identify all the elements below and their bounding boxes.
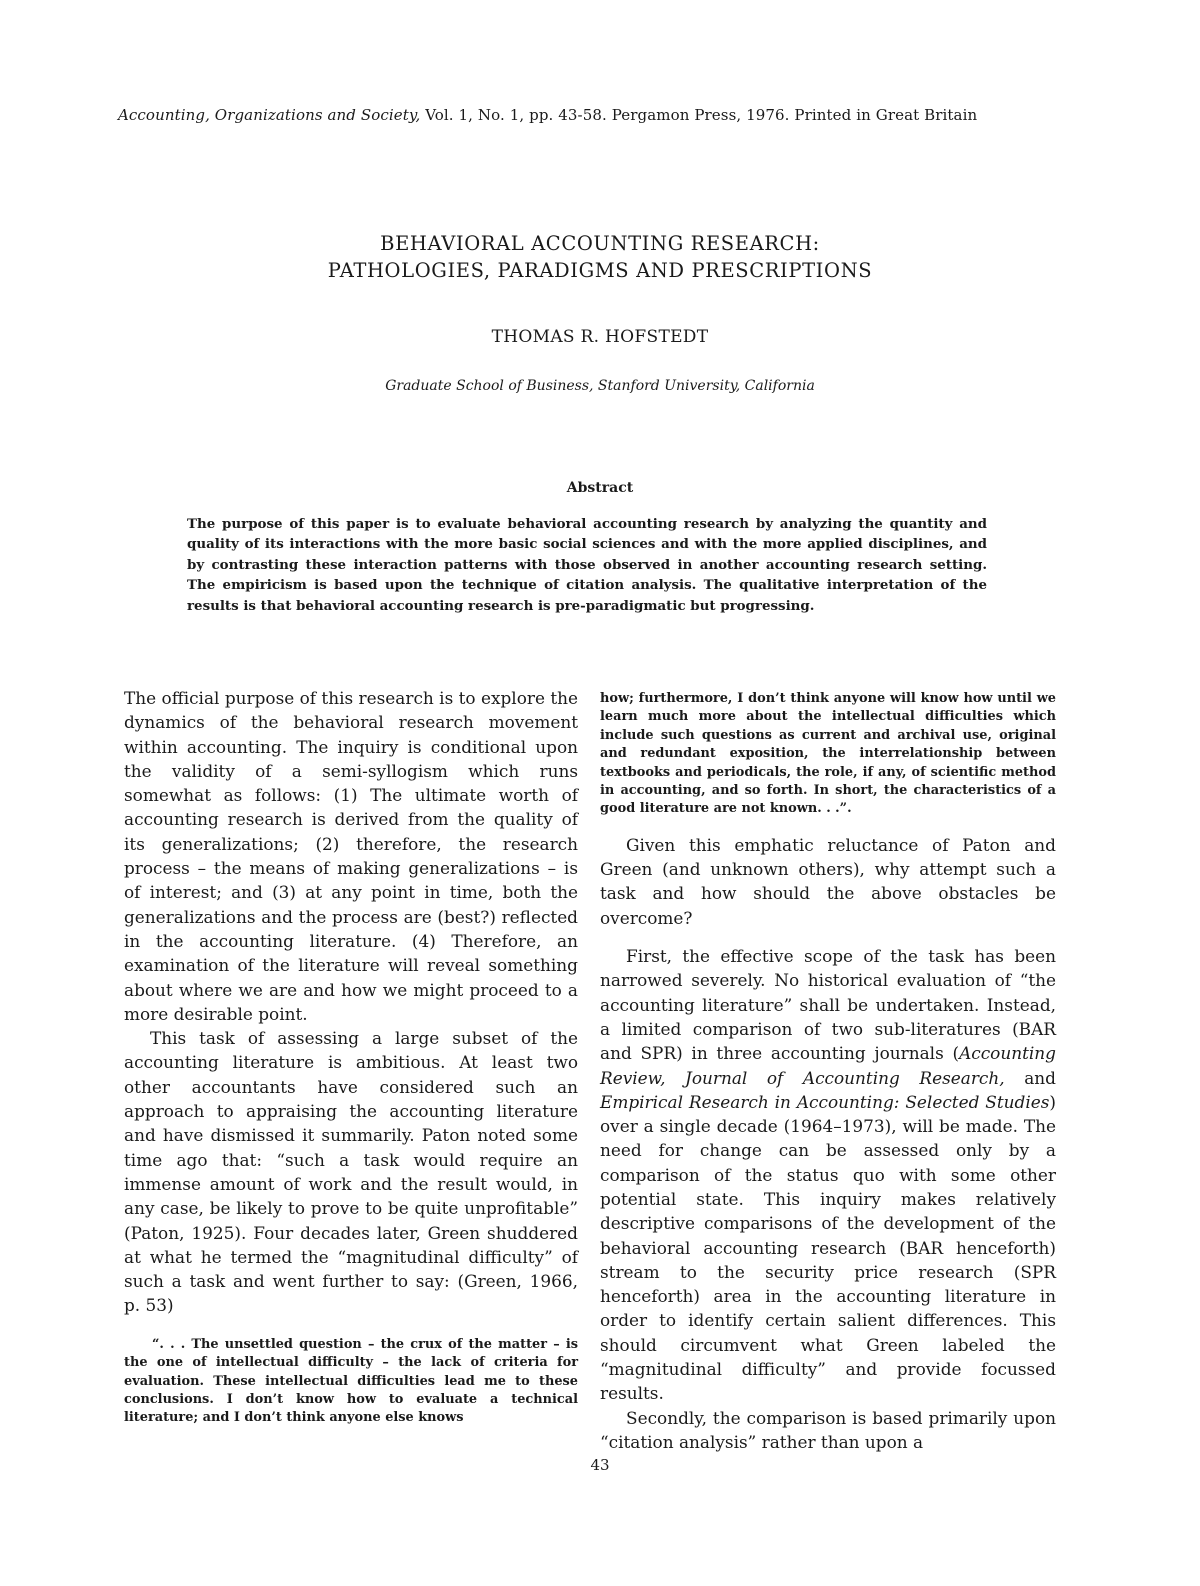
author-name: THOMAS R. HOFSTEDT [491, 327, 709, 347]
article-title-line-1: BEHAVIORAL ACCOUNTING RESEARCH: [380, 232, 820, 255]
body-paragraph: Given this emphatic reluctance of Paton and Green (and unknown others), why attempt such a task and how should the above obstacles be overcome? [600, 834, 1056, 928]
article-title [0, 230, 1200, 284]
block-quote-text: “. . . The unsettled question – the crux of the matter – is the one of intellectual difficulty – the lack of criteria for evaluation. These intellectual difficulties lead me to these conclusions. I don’t know how to evaluate a technical literature; and I don’t think anyone else knows [124, 1336, 578, 1426]
left-column [124, 686, 578, 1428]
right-column [600, 690, 1056, 1454]
page-number: 43 [590, 1456, 610, 1474]
journal-title: Accounting, Organizations and Society, [118, 106, 421, 124]
body-paragraph: The official purpose of this research is to explore the dynamics of the behavioral research movement within accounting. The inquiry is conditional upon the validity of a semi-syllogism which runs somewhat as follows: (1) The ultimate worth of accounting research is derived from the quality of its generalizations; (2) therefore, the research process – the means of making generalizations – is of interest; and (3) at any point in time, both the generalizations and the process are (best?) reflected in the accounting literature. (4) Therefore, an examination of the literature will reveal something about where we are and how we might proceed to a more desirable point. [124, 688, 578, 1024]
body-paragraph [600, 944, 1056, 1406]
abstract-heading: Abstract [566, 480, 634, 496]
body-text: First, the effective scope of the task has been narrowed severely. No historical evaluation of “the accounting literature” shall be undertaken. Instead, a limited comparison of two sub-literatures (BAR and SPR) in three accounting journals ( [600, 946, 1056, 1064]
journal-citation: Vol. 1, No. 1, pp. 43-58. Pergamon Press, 1976. Printed in Great Britain [420, 106, 978, 124]
journal-citation-italic: Empirical Research in Accounting: Selected Studies [600, 1091, 1050, 1112]
body-text: ) over a single decade (1964–1973), will be made. The need for change can be assessed only by a comparison of the status quo with some other potential state. This inquiry makes relatively descriptive comparisons of the development of the behavioral accounting research (BAR henceforth) stream to the security price research (SPR henceforth) area in the accounting literature in order to identify certain salient differences. This should circumvent what Green labeled the “magnitudinal difficulty” and provide focussed results. [600, 1091, 1056, 1404]
article-title-line-2: PATHOLOGIES, PARADIGMS AND PRESCRIPTIONS [327, 259, 873, 282]
block-quote-continued: how; furthermore, I don’t think anyone will know how until we learn much more about the intellectual difficulties which include such questions as current and archival use, original and redundant exposition, the interrelationship between textbooks and periodicals, the role, if any, of scientific method in accounting, and so forth. In short, the characteristics of a good literature are not known. . .”. [600, 691, 1056, 817]
journal-citation-header [118, 106, 998, 124]
body-paragraph: Secondly, the comparison is based primarily upon “citation analysis” rather than upon a [600, 1407, 1056, 1452]
abstract-text: The purpose of this paper is to evaluate behavioral accounting research by analyzing the quantity and quality of its interactions with the more basic social sciences and with the more applied disciplines, and by contrasting these interaction patterns with those observed in another accounting research setting. The empiricism is based upon the technique of citation analysis. The qualitative interpretation of the results is that behavioral accounting research is pre-paradigmatic but progressing. [187, 516, 987, 614]
block-quote [124, 1336, 578, 1428]
author-affiliation: Graduate School of Business, Stanford University, California [385, 378, 815, 394]
journal-citation-italic: Accounting Review, Journal of Accounting Research, [600, 1043, 1056, 1088]
body-text: and [1004, 1067, 1056, 1088]
body-paragraph: This task of assessing a large subset of the accounting literature is ambitious. At least two other accountants have considered such an approach to appraising the accounting literature and have dismissed it summarily. Paton noted some time ago that: “such a task would require an immense amount of work and the result would, in any case, be likely to prove to be quite unprofitable” (Paton, 1925). Four decades later, Green shuddered at what he termed the “magnitudinal difficulty” of such a task and went further to say: (Green, 1966, p. 53) [124, 1028, 578, 1316]
